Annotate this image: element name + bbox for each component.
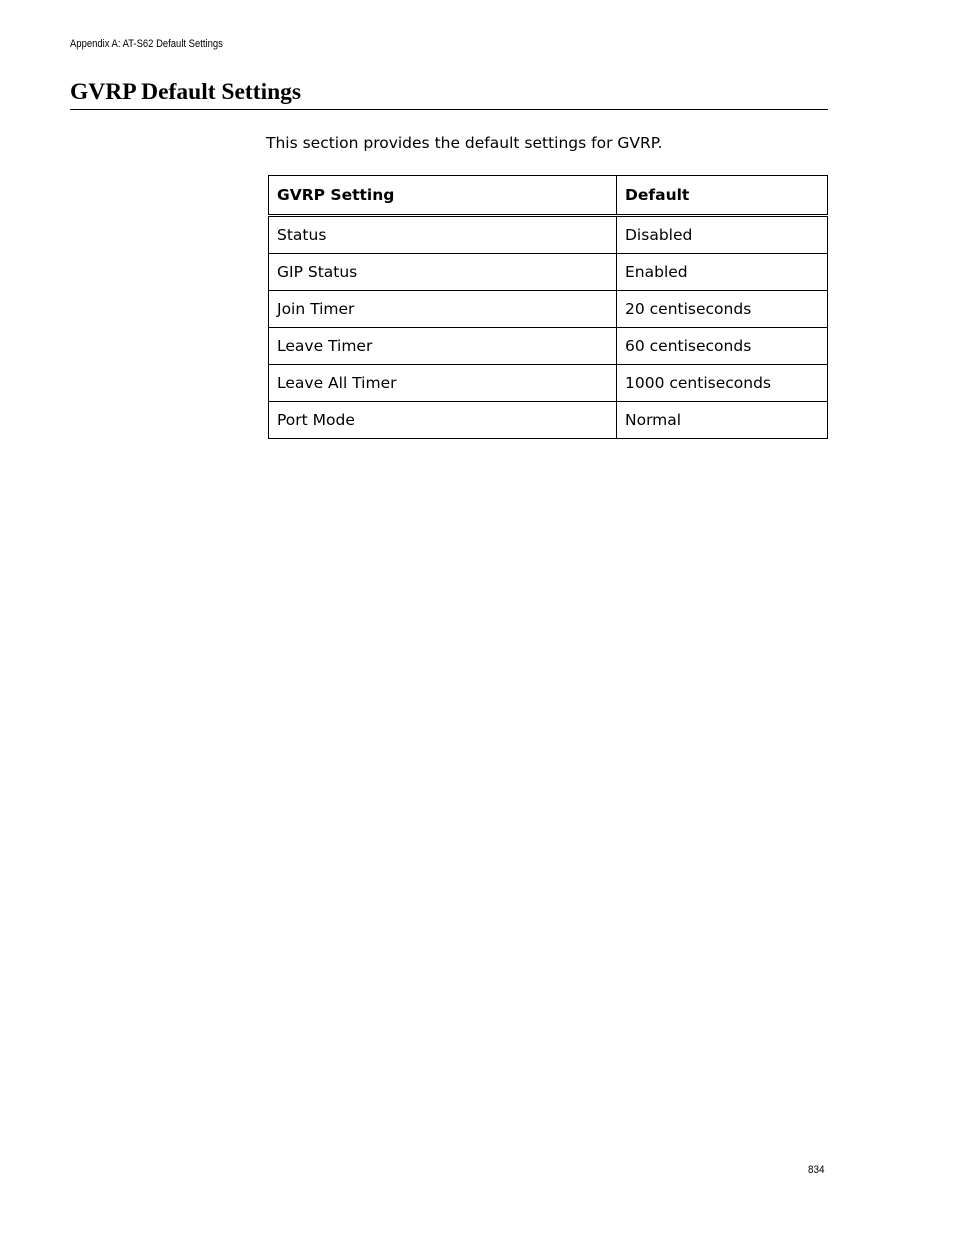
table-header-row [269,176,828,216]
column-header-setting: GVRP Setting [269,176,617,216]
setting-cell: Leave All Timer [269,365,617,402]
default-cell: Normal [617,402,828,439]
page-number: 834 [808,1164,825,1176]
table-row [269,365,828,402]
setting-cell: Join Timer [269,291,617,328]
table-row [269,216,828,254]
intro-paragraph: This section provides the default settings for GVRP. [266,134,663,152]
setting-cell: GIP Status [269,254,617,291]
setting-cell: Leave Timer [269,328,617,365]
running-header: Appendix A: AT-S62 Default Settings [70,38,223,50]
default-cell: 20 centiseconds [617,291,828,328]
table-row [269,254,828,291]
table-header [269,176,828,216]
gvrp-defaults-table [268,175,828,439]
column-header-default: Default [617,176,828,216]
default-cell: 1000 centiseconds [617,365,828,402]
table-row [269,402,828,439]
table-row [269,291,828,328]
title-rule [70,109,828,110]
section-title: GVRP Default Settings [70,79,302,105]
table-row [269,328,828,365]
default-cell: Disabled [617,216,828,254]
setting-cell: Status [269,216,617,254]
default-cell: Enabled [617,254,828,291]
default-cell: 60 centiseconds [617,328,828,365]
table-body [269,216,828,439]
setting-cell: Port Mode [269,402,617,439]
